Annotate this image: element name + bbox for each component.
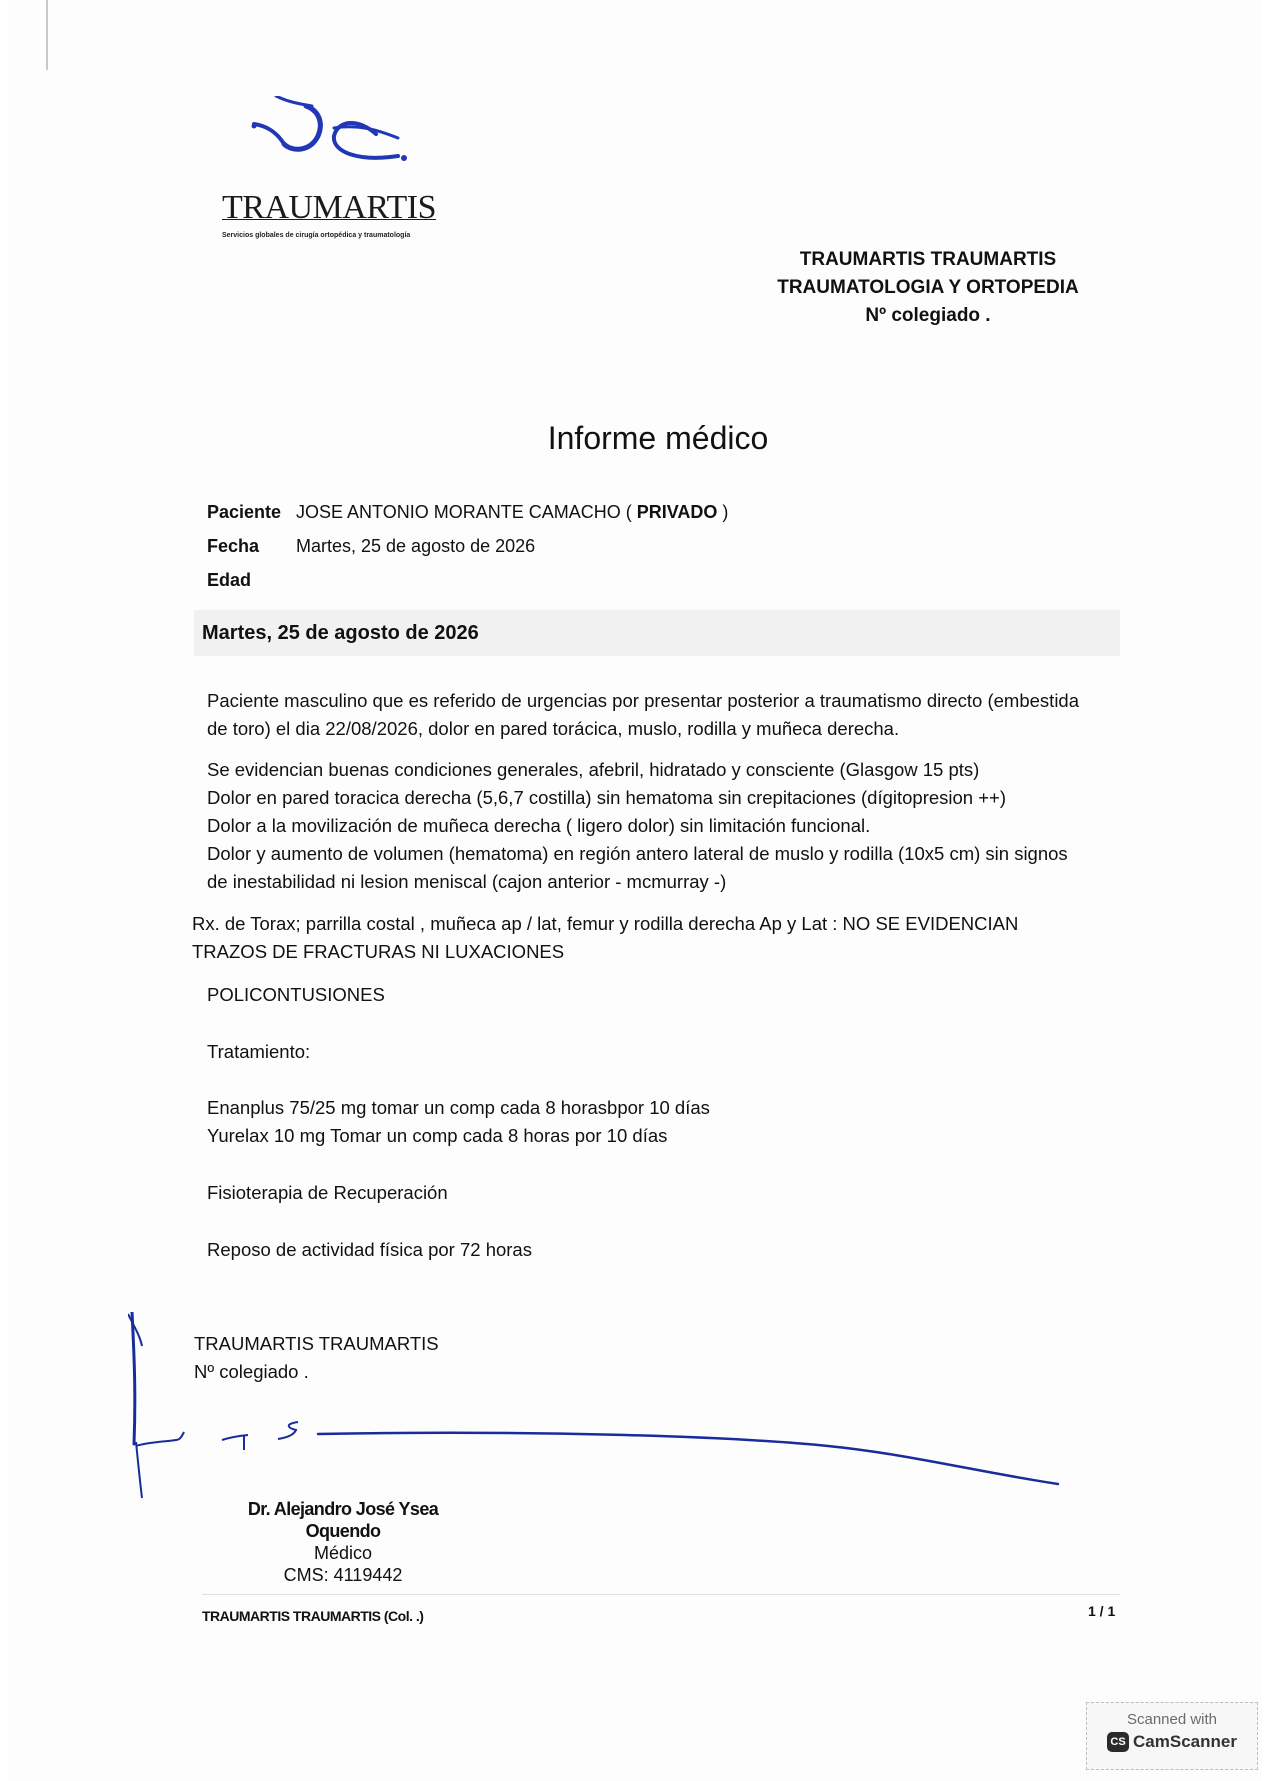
- logo-name: TRAUMARTIS: [222, 189, 436, 226]
- page-number: 1 / 1: [1088, 1603, 1116, 1619]
- patient-label: Paciente: [207, 502, 282, 522]
- document-page: [8, 0, 1262, 1781]
- age-row: [207, 570, 728, 604]
- patient-name: [296, 502, 728, 536]
- exam-line: Dolor en pared toracica derecha (5,6,7 costilla) sin hematoma sin crepitaciones (dígitopresion ++): [207, 787, 1006, 808]
- camscanner-watermark: [1086, 1702, 1258, 1770]
- xray-line: Rx. de Torax; parrilla costal , muñeca ap / lat, femur y rodilla derecha Ap y Lat : NO SE EVIDENCIAN: [192, 913, 1019, 934]
- patient-status: PRIVADO: [636, 502, 718, 522]
- exam-line: Se evidencian buenas condiciones generales, afebril, hidratado y consciente (Glasgow 15 pts): [207, 759, 980, 780]
- scan-fold-line: [46, 0, 48, 70]
- exam-line: de inestabilidad ni lesion meniscal (cajon anterior - mcmurray -): [207, 871, 727, 892]
- exam-line: Dolor y aumento de volumen (hematoma) en región antero lateral de muslo y rodilla (10x5 cm) sin signos: [207, 843, 1068, 864]
- clinic-registration: Nº colegiado .: [865, 305, 991, 326]
- diagnosis: POLICONTUSIONES: [207, 984, 385, 1005]
- handwritten-signature: [128, 1312, 1078, 1507]
- xray-line: TRAZOS DE FRACTURAS NI LUXACIONES: [192, 941, 565, 962]
- exam-paragraph: [207, 756, 1127, 896]
- doctor-role: Médico: [313, 1543, 373, 1563]
- logo-swoosh-icon: [248, 96, 438, 186]
- patient-row: [207, 502, 728, 536]
- patient-info: [207, 502, 728, 604]
- clinic-name: TRAUMARTIS TRAUMARTIS: [799, 249, 1057, 270]
- watermark-brand: [1087, 1732, 1257, 1752]
- medication-1: Enanplus 75/25 mg tomar un comp cada 8 horasbpor 10 días: [207, 1097, 710, 1118]
- patient-name-close: ): [722, 502, 729, 522]
- clinic-logo: [218, 96, 463, 246]
- camscanner-icon: CS: [1107, 1732, 1129, 1752]
- logo-tagline: Servicios globales de cirugía ortopédica y traumatología: [222, 232, 411, 239]
- clinic-header: [748, 246, 1108, 330]
- patient-name-text: JOSE ANTONIO MORANTE CAMACHO (: [296, 502, 632, 522]
- signature-clinic-name: TRAUMARTIS TRAUMARTIS: [194, 1333, 439, 1354]
- history-line: de toro) el dia 22/08/2026, dolor en pared torácica, muslo, rodilla y muñeca derecha.: [207, 718, 900, 739]
- age-label: Edad: [207, 570, 252, 590]
- doctor-stamp: [218, 1498, 468, 1586]
- date-value: Martes, 25 de agosto de 2026: [296, 536, 536, 556]
- signature-registration: Nº colegiado .: [194, 1361, 309, 1382]
- history-line: Paciente masculino que es referido de urgencias por presentar posterior a traumatismo directo (embestida: [207, 690, 1080, 711]
- medication-2: Yurelax 10 mg Tomar un comp cada 8 horas por 10 días: [207, 1125, 668, 1146]
- xray-paragraph: [192, 910, 1112, 966]
- footer-text: TRAUMARTIS TRAUMARTIS (Col. .): [202, 1608, 424, 1624]
- watermark-brand-name: CamScanner: [1133, 1732, 1237, 1751]
- report-date-heading: Martes, 25 de agosto de 2026: [194, 610, 1120, 656]
- physiotherapy: Fisioterapia de Recuperación: [207, 1182, 448, 1203]
- watermark-caption: Scanned with: [1126, 1711, 1218, 1728]
- doctor-license: CMS: 4119442: [283, 1565, 403, 1585]
- clinic-specialty: TRAUMATOLOGIA Y ORTOPEDIA: [777, 277, 1079, 298]
- history-paragraph: [207, 687, 1127, 743]
- rest-instruction: Reposo de actividad física por 72 horas: [207, 1239, 532, 1260]
- footer-divider: [202, 1594, 1120, 1595]
- date-label: Fecha: [207, 536, 260, 556]
- exam-line: Dolor a la movilización de muñeca derecha ( ligero dolor) sin limitación funcional.: [207, 815, 871, 836]
- treatment-label: Tratamiento:: [207, 1041, 311, 1062]
- date-row: [207, 536, 728, 570]
- doctor-name: Dr. Alejandro José Ysea Oquendo: [247, 1499, 439, 1541]
- page-title: Informe médico: [547, 420, 769, 456]
